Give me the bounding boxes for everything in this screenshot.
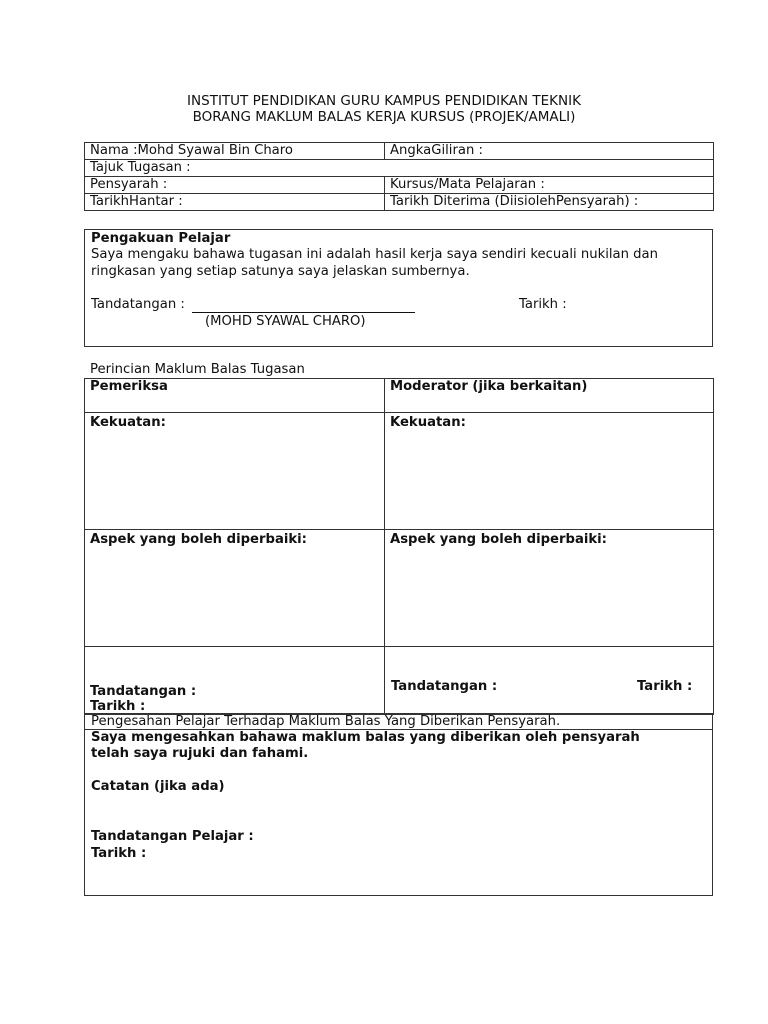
moderator-tandatangan: Tandatangan : (391, 679, 498, 694)
kekuatan-pemeriksa[interactable]: Kekuatan: (85, 413, 385, 530)
tandatangan-pelajar-label: Tandatangan Pelajar : (91, 829, 254, 844)
pengakuan-heading: Pengakuan Pelajar (91, 231, 231, 246)
nama-field[interactable]: Nama :Mohd Syawal Bin Charo (85, 143, 385, 160)
tandatangan-label: Tandatangan : (91, 297, 185, 312)
kursus-field[interactable]: Kursus/Mata Pelajaran : (385, 177, 714, 194)
pengakuan-box (84, 229, 713, 347)
aspek-pemeriksa[interactable]: Aspek yang boleh diperbaiki: (85, 530, 385, 647)
angka-giliran-field[interactable]: AngkaGiliran : (385, 143, 714, 160)
tajuk-field[interactable]: Tajuk Tugasan : (85, 160, 714, 177)
pengakuan-text-2: ringkasan yang setiap satunya saya jelaskan sumbernya. (91, 264, 470, 279)
form-title-line2: BORANG MAKLUM BALAS KERJA KURSUS (PROJEK/AMALI) (192, 109, 576, 125)
tarikh-diterima-field[interactable]: Tarikh Diterima (DiisiolehPensyarah) : (385, 194, 714, 211)
pemeriksa-tarikh: Tarikh : (90, 699, 146, 714)
pengesahan-box[interactable] (84, 729, 713, 896)
pengesahan-heading: Pengesahan Pelajar Terhadap Maklum Balas Yang Diberikan Pensyarah. (91, 714, 561, 729)
pemeriksa-signoff-cell[interactable] (85, 647, 385, 715)
pengesahan-heading-row (84, 713, 713, 730)
info-table (84, 142, 714, 211)
pemeriksa-header: Pemeriksa (85, 379, 385, 413)
signature-line[interactable] (192, 312, 415, 313)
pengesahan-text-2: telah saya rujuki dan fahami. (91, 746, 309, 761)
feedback-table (84, 378, 714, 715)
moderator-signoff-cell[interactable] (385, 647, 714, 715)
pensyarah-field[interactable]: Pensyarah : (85, 177, 385, 194)
moderator-header: Moderator (jika berkaitan) (385, 379, 714, 413)
pengakuan-text-1: Saya mengaku bahawa tugasan ini adalah hasil kerja saya sendiri kecuali nukilan dan (91, 247, 658, 262)
pengesahan-tarikh-label: Tarikh : (91, 846, 147, 861)
aspek-moderator[interactable]: Aspek yang boleh diperbaiki: (385, 530, 714, 647)
pemeriksa-tandatangan: Tandatangan : (90, 684, 197, 699)
pengesahan-text-1: Saya mengesahkan bahawa maklum balas yang diberikan oleh pensyarah (91, 730, 640, 745)
student-name-caption: (MOHD SYAWAL CHARO) (205, 314, 366, 329)
tarikh-hantar-field[interactable]: TarikhHantar : (85, 194, 385, 211)
moderator-tarikh: Tarikh : (637, 679, 693, 694)
kekuatan-moderator[interactable]: Kekuatan: (385, 413, 714, 530)
form-title-line1: INSTITUT PENDIDIKAN GURU KAMPUS PENDIDIKAN TEKNIK (187, 93, 581, 109)
tarikh-label: Tarikh : (519, 297, 567, 312)
catatan-label: Catatan (jika ada) (91, 779, 225, 794)
perincian-heading: Perincian Maklum Balas Tugasan (90, 362, 305, 377)
